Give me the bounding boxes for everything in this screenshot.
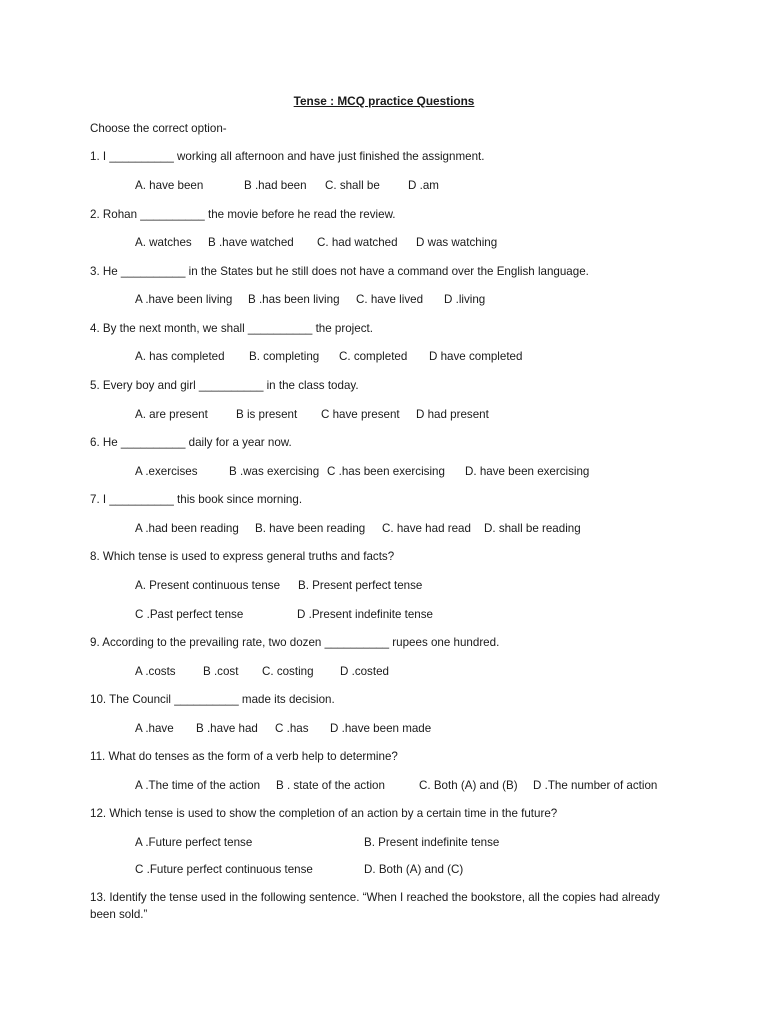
q9-option-a: A .costs (135, 665, 176, 678)
q5-option-a: A. are present (135, 408, 208, 421)
q7-option-d: D. shall be reading (484, 522, 581, 535)
q3-option-a: A .have been living (135, 293, 233, 306)
q12-option-d: D. Both (A) and (C) (364, 863, 464, 876)
q10-option-b: B .have had (196, 722, 258, 735)
q9-option-d: D .costed (340, 665, 389, 678)
q6-option-a: A .exercises (135, 465, 198, 478)
q2-option-d: D was watching (416, 236, 498, 249)
q7-option-b: B. have been reading (255, 522, 366, 535)
q5-option-d: D had present (416, 408, 489, 421)
q11-option-c: C. Both (A) and (B) (419, 779, 518, 792)
question-13-text: 13. Identify the tense used in the following sentence. “When I reached the bookstore, all the copies had already been sold.” (90, 891, 660, 921)
q10-option-c: C .has (275, 722, 309, 735)
q2-option-c: C. had watched (317, 236, 398, 249)
q8-option-c: C .Past perfect tense (135, 608, 244, 621)
q1-option-b: B .had been (244, 179, 307, 192)
question-1-text: 1. I __________ working all afternoon and have just finished the assignment. (90, 150, 485, 163)
q3-option-d: D .living (444, 293, 486, 306)
q2-option-b: B .have watched (208, 236, 294, 249)
q8-option-b: B. Present perfect tense (298, 579, 423, 592)
q11-option-b: B . state of the action (276, 779, 385, 792)
question-12-text: 12. Which tense is used to show the completion of an action by a certain time in the future? (90, 807, 558, 820)
question-4-text: 4. By the next month, we shall __________ the project. (90, 322, 373, 335)
q6-option-b: B .was exercising (229, 465, 320, 478)
q4-option-d: D have completed (429, 350, 523, 363)
q11-option-a: A .The time of the action (135, 779, 261, 792)
q5-option-b: B is present (236, 408, 298, 421)
q12-option-b: B. Present indefinite tense (364, 836, 500, 849)
question-10-text: 10. The Council __________ made its decision. (90, 693, 335, 706)
q3-option-b: B .has been living (248, 293, 340, 306)
q6-option-c: C .has been exercising (327, 465, 445, 478)
question-6-text: 6. He __________ daily for a year now. (90, 436, 292, 449)
page-title: Tense : MCQ practice Questions (293, 94, 475, 108)
question-3-text: 3. He __________ in the States but he still does not have a command over the English language. (90, 265, 589, 278)
q7-option-a: A .had been reading (135, 522, 239, 535)
q10-option-d: D .have been made (330, 722, 432, 735)
q12-option-a: A .Future perfect tense (135, 836, 253, 849)
q4-option-a: A. has completed (135, 350, 225, 363)
q1-option-c: C. shall be (325, 179, 380, 192)
instruction-text: Choose the correct option- (90, 122, 227, 135)
q2-option-a: A. watches (135, 236, 192, 249)
q9-option-c: C. costing (262, 665, 314, 678)
q10-option-a: A .have (135, 722, 174, 735)
q9-option-b: B .cost (203, 665, 239, 678)
q11-option-d: D .The number of action (533, 779, 658, 792)
question-9-text: 9. According to the prevailing rate, two dozen __________ rupees one hundred. (90, 636, 500, 649)
question-5-text: 5. Every boy and girl __________ in the class today. (90, 379, 359, 392)
q3-option-c: C. have lived (356, 293, 424, 306)
question-2-text: 2. Rohan __________ the movie before he read the review. (90, 208, 396, 221)
q1-option-d: D .am (408, 179, 439, 192)
q7-option-c: C. have had read (382, 522, 471, 535)
q8-option-d: D .Present indefinite tense (297, 608, 433, 621)
q1-option-a: A. have been (135, 179, 204, 192)
q5-option-c: C have present (321, 408, 400, 421)
q8-option-a: A. Present continuous tense (135, 579, 281, 592)
question-11-text: 11. What do tenses as the form of a verb help to determine? (90, 750, 398, 763)
q4-option-b: B. completing (249, 350, 320, 363)
question-8-text: 8. Which tense is used to express general truths and facts? (90, 550, 395, 563)
q12-option-c: C .Future perfect continuous tense (135, 863, 313, 876)
question-7-text: 7. I __________ this book since morning. (90, 493, 303, 506)
q4-option-c: C. completed (339, 350, 408, 363)
q6-option-d: D. have been exercising (465, 465, 590, 478)
